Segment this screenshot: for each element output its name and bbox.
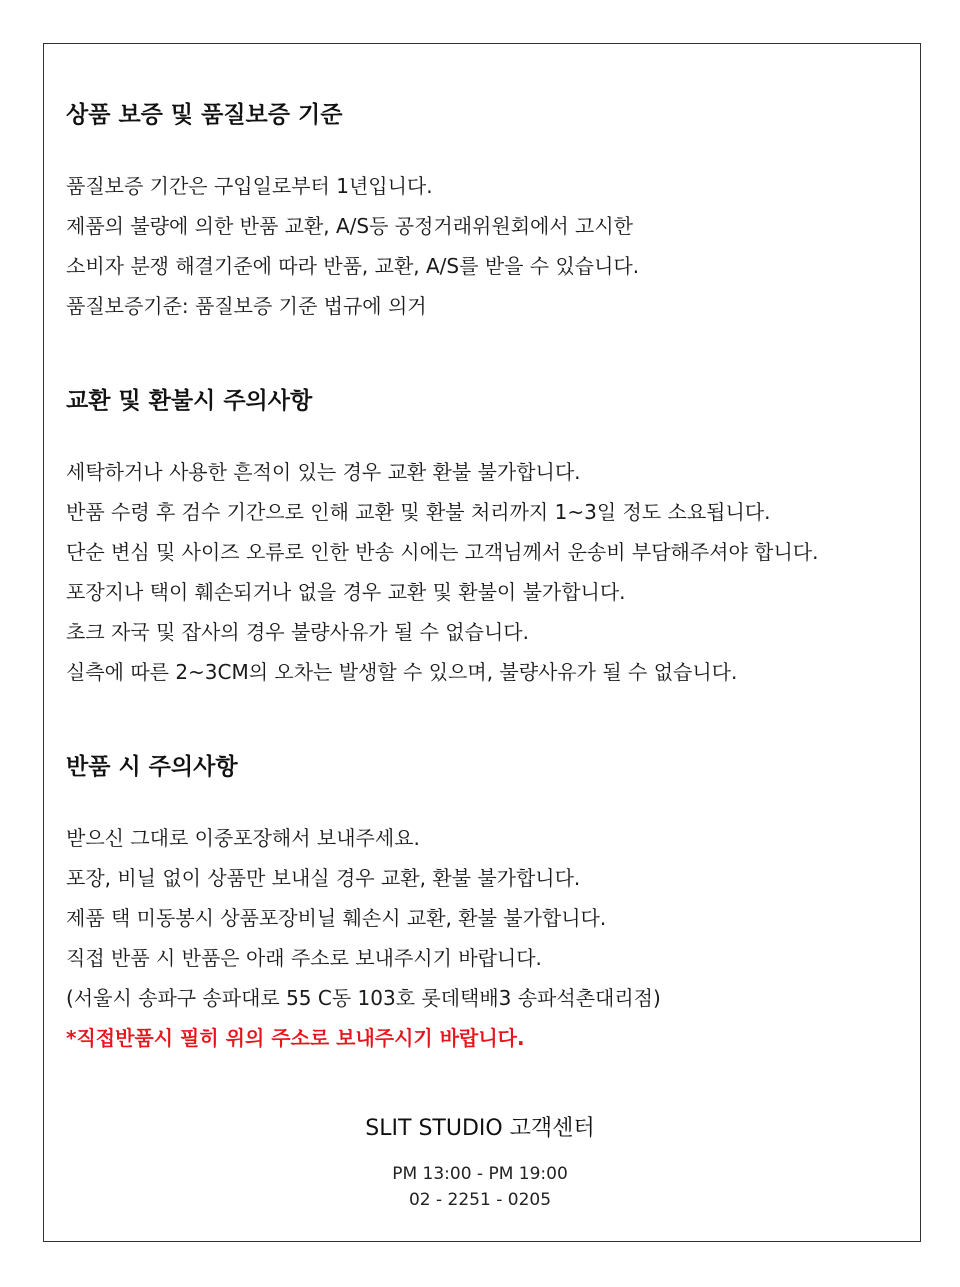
customer-center-footer bbox=[0, 1112, 960, 1213]
exchange-line: 포장지나 택이 훼손되거나 없을 경우 교환 및 환불이 불가합니다. bbox=[66, 580, 626, 604]
exchange-refund-title: 교환 및 환불시 주의사항 bbox=[66, 388, 313, 414]
return-lines bbox=[66, 818, 920, 1058]
return-line: 직접 반품 시 반품은 아래 주소로 보내주시기 바랍니다. bbox=[66, 946, 542, 970]
return-address: (서울시 송파구 송파대로 55 C동 103호 롯데택배3 송파석촌대리점) bbox=[66, 986, 661, 1010]
return-line: 받으신 그대로 이중포장해서 보내주세요. bbox=[66, 826, 420, 850]
exchange-refund-section bbox=[66, 386, 920, 692]
warranty-section bbox=[66, 100, 920, 326]
customer-center-title: SLIT STUDIO 고객센터 bbox=[365, 1116, 595, 1141]
warranty-line: 품질보증기준: 품질보증 기준 법규에 의거 bbox=[66, 294, 427, 318]
exchange-line: 실측에 따른 2~3CM의 오차는 발생할 수 있으며, 불량사유가 될 수 없습니다. bbox=[66, 660, 738, 684]
phone-number: 02 - 2251 - 0205 bbox=[408, 1190, 552, 1210]
warranty-line: 소비자 분쟁 해결기준에 따라 반품, 교환, A/S를 받을 수 있습니다. bbox=[66, 254, 640, 278]
exchange-refund-lines bbox=[66, 452, 920, 692]
warranty-line: 제품의 불량에 의한 반품 교환, A/S등 공정거래위원회에서 고시한 bbox=[66, 214, 633, 238]
return-line: 제품 택 미동봉시 상품포장비닐 훼손시 교환, 환불 불가합니다. bbox=[66, 906, 607, 930]
return-section bbox=[66, 752, 920, 1058]
exchange-line: 단순 변심 및 사이즈 오류로 인한 반송 시에는 고객님께서 운송비 부담해주셔야 합니다. bbox=[66, 540, 819, 564]
warranty-title: 상품 보증 및 품질보증 기준 bbox=[66, 102, 343, 128]
warranty-line: 품질보증 기간은 구입일로부터 1년입니다. bbox=[66, 174, 433, 198]
exchange-line: 세탁하거나 사용한 흔적이 있는 경우 교환 환불 불가합니다. bbox=[66, 460, 581, 484]
return-line: 포장, 비닐 없이 상품만 보내실 경우 교환, 환불 불가합니다. bbox=[66, 866, 581, 890]
warranty-lines bbox=[66, 166, 920, 326]
business-hours: PM 13:00 - PM 19:00 bbox=[392, 1164, 568, 1184]
return-warning: *직접반품시 필히 위의 주소로 보내주시기 바랍니다. bbox=[66, 1026, 525, 1050]
return-title: 반품 시 주의사항 bbox=[66, 754, 238, 780]
exchange-line: 반품 수령 후 검수 기간으로 인해 교환 및 환불 처리까지 1~3일 정도 소요됩니다. bbox=[66, 500, 771, 524]
exchange-line: 초크 자국 및 잡사의 경우 불량사유가 될 수 없습니다. bbox=[66, 620, 529, 644]
